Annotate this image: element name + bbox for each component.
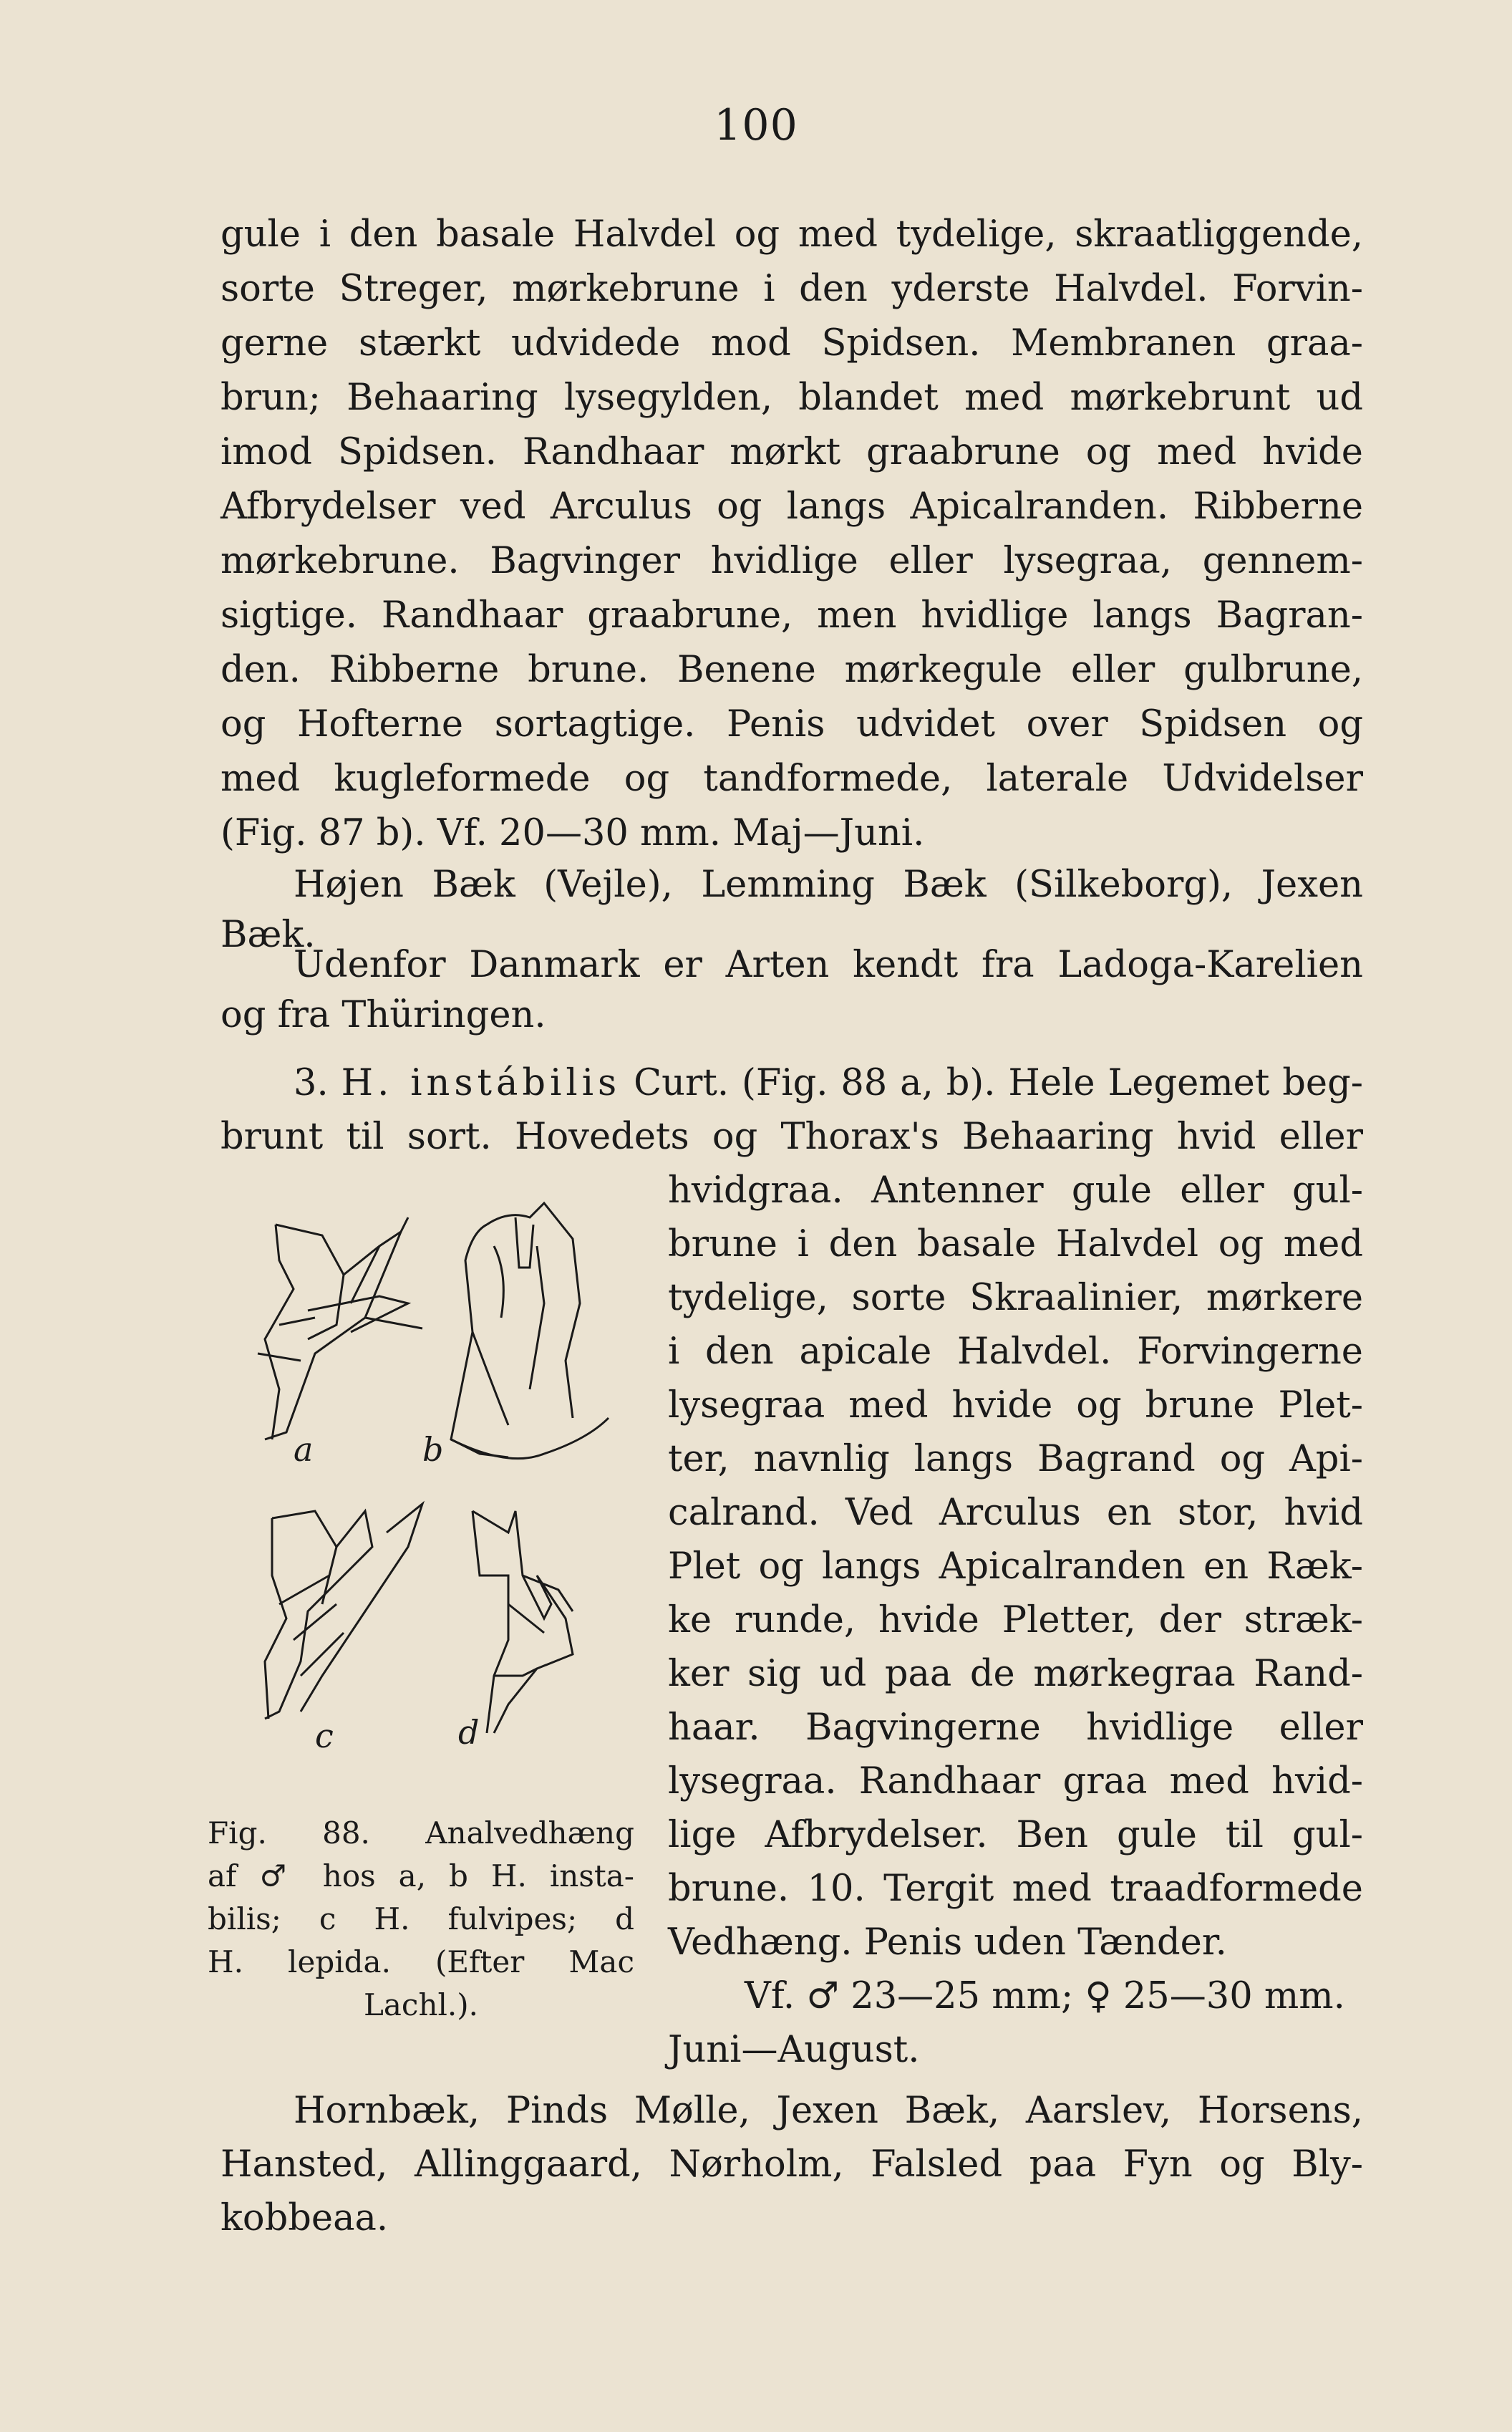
drawing-a bbox=[258, 1217, 422, 1439]
text-line: Afbrydelser ved Arculus og langs Apicalranden. Ribberne bbox=[220, 486, 1363, 528]
caption-line: Lachl.). bbox=[363, 1987, 479, 2022]
text-line: calrand. Ved Arculus en stor, hvid bbox=[668, 1492, 1363, 1534]
label-a: a bbox=[294, 1430, 314, 1469]
caption-line: Fig. 88. Analvedhæng bbox=[208, 1815, 634, 1850]
text-line: den. Ribberne brune. Benene mørkegule eller gulbrune, bbox=[220, 649, 1363, 691]
text-line: Hornbæk, Pinds Mølle, Jexen Bæk, Aarslev, Horsens, bbox=[294, 2090, 1363, 2132]
text-line: ker sig ud paa de mørkegraa Rand- bbox=[668, 1653, 1363, 1695]
species-description-start: Curt. (Fig. 88 a, b). Hele Legemet beg- bbox=[634, 1062, 1363, 1104]
text-line: og fra Thüringen. bbox=[220, 994, 546, 1036]
text-line: lysegraa. Randhaar graa med hvid- bbox=[668, 1760, 1363, 1803]
caption-line: af ♂ hos a, b H. insta- bbox=[208, 1858, 634, 1893]
text-line: brunt til sort. Hovedets og Thorax's Behaaring hvid eller bbox=[220, 1116, 1363, 1158]
size-line: Vf. ♂ 23—25 mm; ♀ 25—30 mm. bbox=[745, 1975, 1345, 2017]
period-line: Juni—August. bbox=[668, 2029, 920, 2071]
label-b: b bbox=[422, 1430, 444, 1469]
label-d: d bbox=[458, 1713, 480, 1752]
text-line: brun; Behaaring lysegylden, blandet med mørkebrunt ud bbox=[220, 377, 1363, 419]
text-line: sorte Streger, mørkebrune i den yderste Halvdel. Forvin- bbox=[220, 268, 1363, 310]
text-line: lysegraa med hvide og brune Plet- bbox=[668, 1384, 1363, 1427]
anal-appendages-drawing bbox=[236, 1174, 637, 1805]
drawing-d bbox=[472, 1511, 573, 1733]
drawing-c bbox=[265, 1504, 422, 1719]
text-line: brune. 10. Tergit med traadformede bbox=[668, 1868, 1363, 1910]
text-line: med kugleformede og tandformede, laterale Udvidelser bbox=[220, 758, 1363, 800]
drawing-b bbox=[451, 1203, 609, 1459]
text-line: i den apicale Halvdel. Forvingerne bbox=[668, 1331, 1363, 1373]
text-line: lige Afbrydelser. Ben gule til gul- bbox=[668, 1814, 1363, 1856]
text-line: haar. Bagvingerne hvidlige eller bbox=[668, 1707, 1363, 1749]
text-line: brune i den basale Halvdel og med bbox=[668, 1223, 1363, 1265]
page-number: 100 bbox=[714, 100, 798, 150]
species-name: H. instábilis bbox=[341, 1062, 621, 1104]
text-line: gerne stærkt udvidede mod Spidsen. Membranen graa- bbox=[220, 322, 1363, 365]
text-line: gule i den basale Halvdel og med tydelige, skraatliggende, bbox=[220, 213, 1363, 256]
text-line: Vedhæng. Penis uden Tænder. bbox=[668, 1921, 1227, 1964]
text-line: sigtige. Randhaar graabrune, men hvidlige langs Bagran- bbox=[220, 594, 1363, 637]
text-line: hvidgraa. Antenner gule eller gul- bbox=[668, 1169, 1363, 1212]
text-line: ke runde, hvide Pletter, der stræk- bbox=[668, 1599, 1363, 1641]
caption-line: H. lepida. (Efter Mac bbox=[208, 1944, 634, 1979]
text-line: ter, navnlig langs Bagrand og Api- bbox=[668, 1438, 1363, 1480]
figure-88-illustration bbox=[236, 1174, 637, 1805]
text-line: (Fig. 87 b). Vf. 20—30 mm. Maj—Juni. bbox=[220, 812, 925, 854]
text-line: Højen Bæk (Vejle), Lemming Bæk (Silkeborg), Jexen bbox=[294, 864, 1363, 906]
text-line: og Hofterne sortagtige. Penis udvidet over Spidsen og bbox=[220, 703, 1363, 745]
text-line: Bæk. bbox=[220, 914, 316, 956]
species-heading-line bbox=[294, 1056, 1363, 1111]
caption-line: bilis; c H. fulvipes; d bbox=[208, 1901, 634, 1936]
label-c: c bbox=[315, 1717, 334, 1755]
text-line: Hansted, Allinggaard, Nørholm, Falsled paa Fyn og Bly- bbox=[220, 2143, 1363, 2186]
text-line: Udenfor Danmark er Arten kendt fra Ladoga-Karelien bbox=[294, 944, 1363, 986]
text-line: tydelige, sorte Skraalinier, mørkere bbox=[668, 1277, 1363, 1319]
text-line: imod Spidsen. Randhaar mørkt graabrune og med hvide bbox=[220, 431, 1363, 473]
text-line: Plet og langs Apicalranden en Ræk- bbox=[668, 1545, 1363, 1588]
text-line: mørkebrune. Bagvinger hvidlige eller lysegraa, gennem- bbox=[220, 540, 1363, 582]
species-number: 3. bbox=[294, 1062, 329, 1104]
text-line: kobbeaa. bbox=[220, 2197, 389, 2239]
